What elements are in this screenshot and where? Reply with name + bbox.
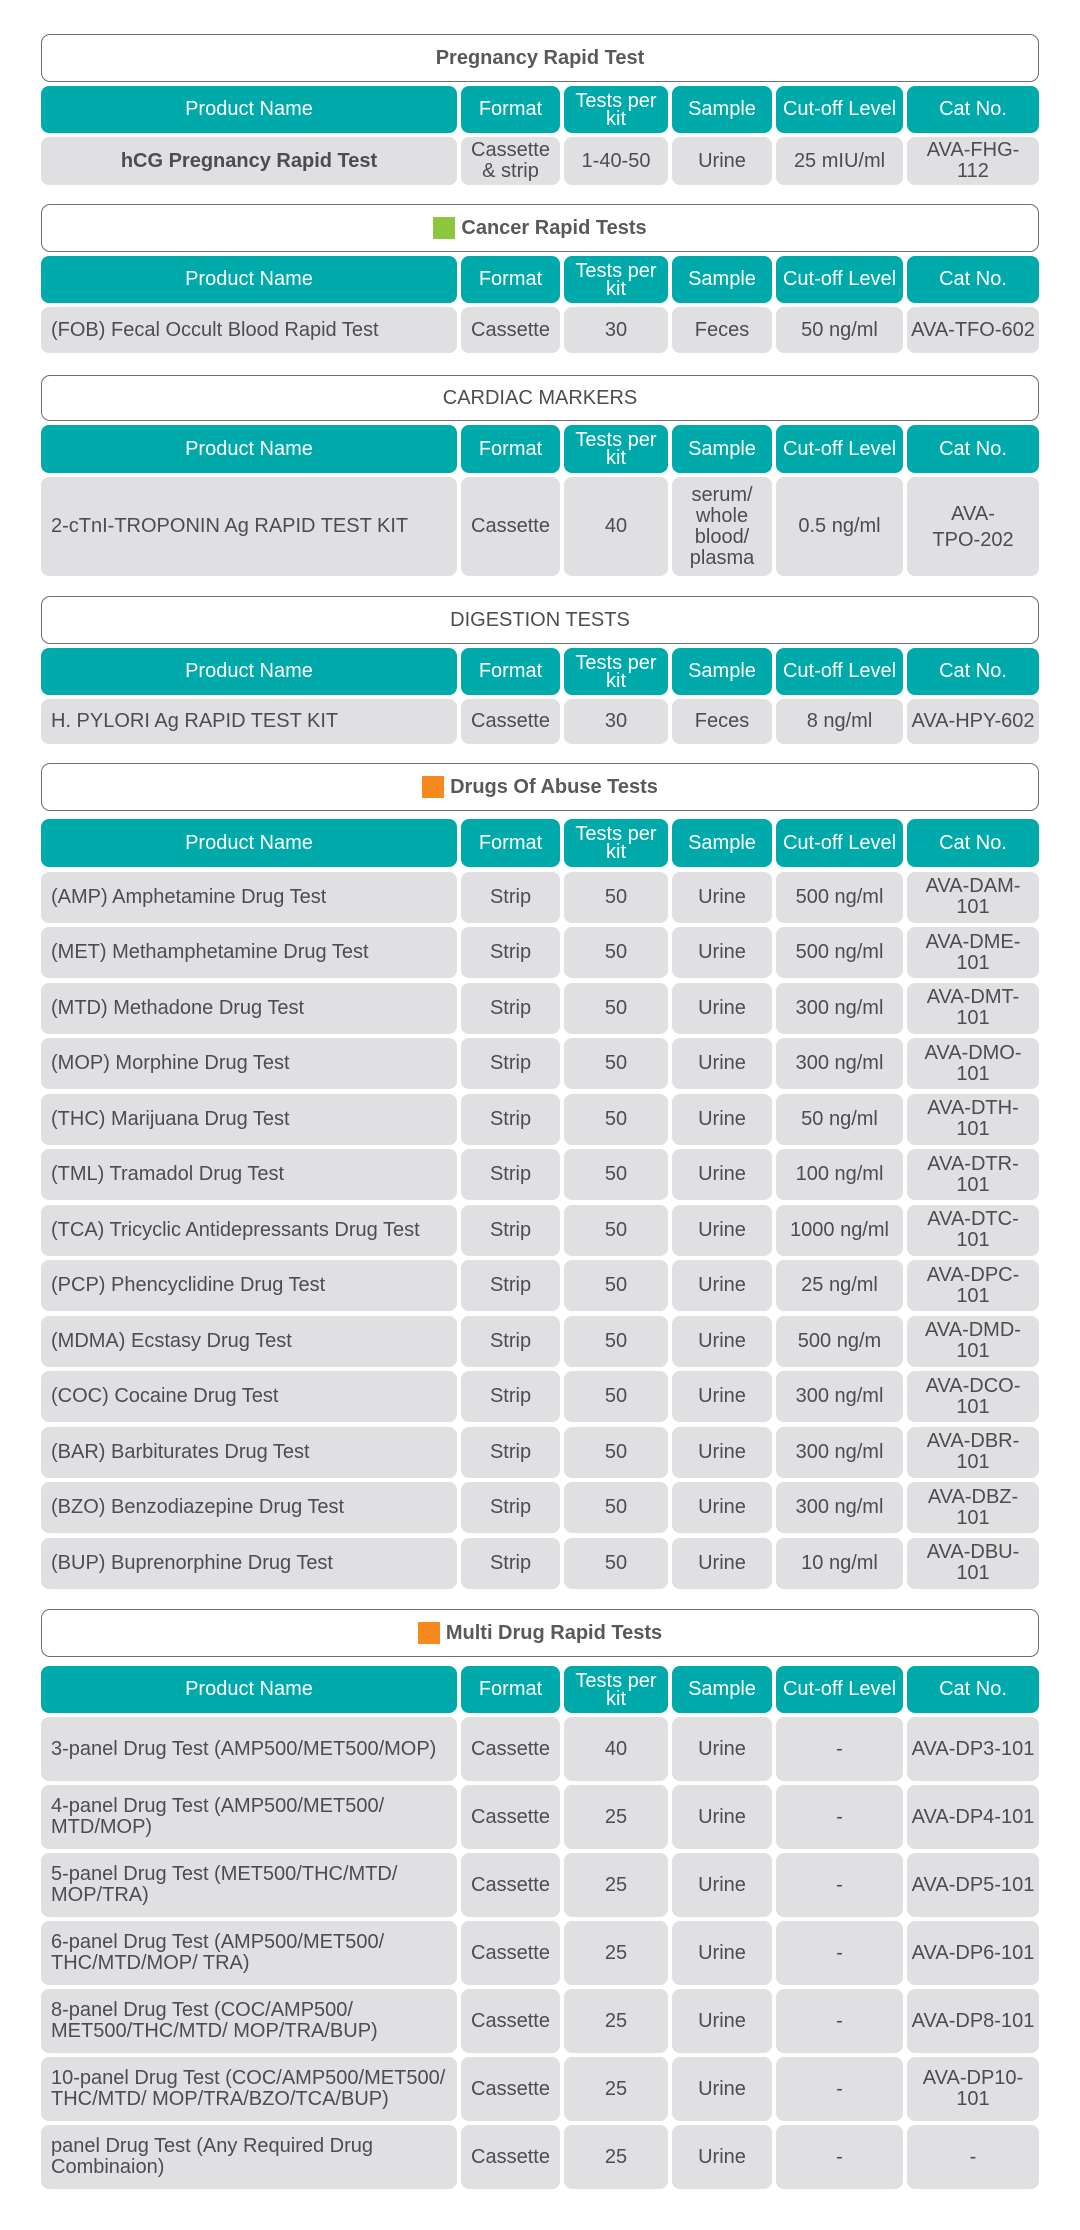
column-header-product-name: Product Name [41,425,457,473]
cat-no: AVA-DP8-101 [907,1989,1039,2053]
sample: Urine [672,983,772,1034]
cutoff-level: 25 mIU/ml [776,137,903,185]
table-header [41,256,1039,303]
table-row [41,1094,1039,1145]
cat-no: AVA-DBZ-101 [907,1482,1039,1533]
column-header-cat-no: Cat No. [907,648,1039,695]
tests-per-kit: 1-40-50 [564,137,668,185]
section-title-text: Drugs Of Abuse Tests [450,775,658,798]
format: Cassette [461,2057,560,2121]
product-name: H. PYLORI Ag RAPID TEST KIT [41,699,457,744]
product-name: (BAR) Barbiturates Drug Test [41,1427,457,1478]
format: Cassette [461,307,560,353]
cutoff-level: 500 ng/ml [776,872,903,923]
format: Strip [461,983,560,1034]
cat-no: AVA-DPC-101 [907,1260,1039,1311]
cutoff-level: 300 ng/ml [776,1038,903,1089]
format: Strip [461,1149,560,1200]
tests-per-kit: 50 [564,872,668,923]
cutoff-level: 100 ng/ml [776,1149,903,1200]
product-name: (AMP) Amphetamine Drug Test [41,872,457,923]
sample: Urine [672,2057,772,2121]
cutoff-level: 300 ng/ml [776,983,903,1034]
table-row [41,1717,1039,1781]
table-row [41,1149,1039,1200]
column-header-product-name: Product Name [41,1666,457,1713]
cutoff-level: - [776,1989,903,2053]
tests-per-kit: 25 [564,1785,668,1849]
table-row [41,1427,1039,1478]
column-header-cutoff-level: Cut-off Level [776,86,903,133]
table-header [41,648,1039,695]
tests-per-kit: 25 [564,1921,668,1985]
product-name: panel Drug Test (Any Required Drug Combinaion) [41,2125,457,2189]
cutoff-level: 10 ng/ml [776,1538,903,1589]
cat-no: AVA-DMT-101 [907,983,1039,1034]
cutoff-level: 0.5 ng/ml [776,477,903,576]
cat-no: AVA-DBU-101 [907,1538,1039,1589]
product-name: (PCP) Phencyclidine Drug Test [41,1260,457,1311]
table-row [41,1038,1039,1089]
tests-per-kit: 40 [564,477,668,576]
cat-no: AVA-DCO-101 [907,1371,1039,1422]
table-body [41,1717,1039,2189]
tests-per-kit: 50 [564,1260,668,1311]
product-name: (TML) Tramadol Drug Test [41,1149,457,1200]
format: Strip [461,1482,560,1533]
section-cancer [41,204,1039,353]
sample: serum/ whole blood/ plasma [672,477,772,576]
tests-per-kit: 50 [564,1205,668,1256]
format: Cassette [461,1853,560,1917]
cat-no: AVA-DTH-101 [907,1094,1039,1145]
column-header-cutoff-level: Cut-off Level [776,819,903,867]
tests-per-kit: 50 [564,927,668,978]
product-name: 3-panel Drug Test (AMP500/MET500/MOP) [41,1717,457,1781]
tests-per-kit: 50 [564,1482,668,1533]
cat-no: AVA-TPO-202 [907,477,1039,576]
column-header-cat-no: Cat No. [907,1666,1039,1713]
column-header-tests-per-kit: Tests per kit [564,648,668,695]
tests-per-kit: 50 [564,1538,668,1589]
format: Strip [461,1316,560,1367]
section-title [41,34,1039,82]
column-header-tests-per-kit: Tests per kit [564,86,668,133]
column-header-format: Format [461,819,560,867]
table-header [41,86,1039,133]
product-name: (MDMA) Ecstasy Drug Test [41,1316,457,1367]
table-row [41,1853,1039,1917]
cutoff-level: - [776,1717,903,1781]
cat-no: AVA-DP5-101 [907,1853,1039,1917]
table-row [41,1538,1039,1589]
table-header [41,819,1039,867]
sample: Feces [672,699,772,744]
column-header-tests-per-kit: Tests per kit [564,256,668,303]
column-header-product-name: Product Name [41,86,457,133]
product-name: 2-cTnI-TROPONIN Ag RAPID TEST KIT [41,477,457,576]
table-row [41,1921,1039,1985]
sample: Urine [672,1482,772,1533]
format: Strip [461,1427,560,1478]
column-header-format: Format [461,256,560,303]
cat-no: AVA-DP6-101 [907,1921,1039,1985]
product-name: (BUP) Buprenorphine Drug Test [41,1538,457,1589]
section-title-text: Pregnancy Rapid Test [435,46,645,69]
section-pregnancy [41,34,1039,185]
section-title [41,596,1039,644]
format: Cassette [461,1989,560,2053]
sample: Urine [672,872,772,923]
column-header-cat-no: Cat No. [907,819,1039,867]
table-row [41,1482,1039,1533]
product-name: 4-panel Drug Test (AMP500/MET500/ MTD/MOP) [41,1785,457,1849]
product-name: 10-panel Drug Test (COC/AMP500/MET500/ THC/MTD/ MOP/TRA/BZO/TCA/BUP) [41,2057,457,2121]
column-header-tests-per-kit: Tests per kit [564,819,668,867]
format: Cassette & strip [461,137,560,185]
cat-no: AVA-DTR-101 [907,1149,1039,1200]
sample: Urine [672,1921,772,1985]
column-header-cutoff-level: Cut-off Level [776,648,903,695]
tests-per-kit: 50 [564,1094,668,1145]
cutoff-level: - [776,2125,903,2189]
column-header-cutoff-level: Cut-off Level [776,1666,903,1713]
section-cardiac-markers [41,375,1039,576]
format: Strip [461,872,560,923]
table-row [41,1316,1039,1367]
cutoff-level: 25 ng/ml [776,1260,903,1311]
section-digestion-tests [41,596,1039,744]
sample: Urine [672,1538,772,1589]
product-name: 8-panel Drug Test (COC/AMP500/ MET500/THC/MTD/ MOP/TRA/BUP) [41,1989,457,2053]
format: Cassette [461,477,560,576]
column-header-cat-no: Cat No. [907,86,1039,133]
table-row [41,699,1039,744]
table-row [41,1785,1039,1849]
column-header-format: Format [461,86,560,133]
format: Cassette [461,1717,560,1781]
sample: Urine [672,1371,772,1422]
cutoff-level: - [776,1853,903,1917]
sample: Urine [672,1094,772,1145]
cat-no: AVA-DP10-101 [907,2057,1039,2121]
sample: Feces [672,307,772,353]
tests-per-kit: 50 [564,983,668,1034]
tests-per-kit: 50 [564,1316,668,1367]
column-header-cat-no: Cat No. [907,425,1039,473]
column-header-sample: Sample [672,648,772,695]
table-row [41,1371,1039,1422]
format: Strip [461,1538,560,1589]
column-header-tests-per-kit: Tests per kit [564,1666,668,1713]
cutoff-level: 300 ng/ml [776,1371,903,1422]
tests-per-kit: 50 [564,1038,668,1089]
tests-per-kit: 25 [564,2057,668,2121]
column-header-cutoff-level: Cut-off Level [776,425,903,473]
sample: Urine [672,2125,772,2189]
format: Cassette [461,1921,560,1985]
tests-per-kit: 50 [564,1427,668,1478]
table-row [41,1989,1039,2053]
sample: Urine [672,1038,772,1089]
format: Strip [461,927,560,978]
cutoff-level: 50 ng/ml [776,1094,903,1145]
product-name: (MET) Methamphetamine Drug Test [41,927,457,978]
tests-per-kit: 50 [564,1149,668,1200]
cat-no: AVA-FHG-112 [907,137,1039,185]
tests-per-kit: 25 [564,2125,668,2189]
cat-no: AVA-DP4-101 [907,1785,1039,1849]
cutoff-level: - [776,1921,903,1985]
table-row [41,137,1039,185]
format: Strip [461,1205,560,1256]
tests-per-kit: 30 [564,699,668,744]
column-header-tests-per-kit: Tests per kit [564,425,668,473]
section-title-text: CARDIAC MARKERS [442,386,638,409]
tests-per-kit: 40 [564,1717,668,1781]
table-body [41,872,1039,1589]
tests-per-kit: 30 [564,307,668,353]
cat-no: AVA-DAM-101 [907,872,1039,923]
sample: Urine [672,137,772,185]
sample: Urine [672,1785,772,1849]
orange-square-icon [418,1622,440,1644]
column-header-sample: Sample [672,256,772,303]
cutoff-level: 500 ng/m [776,1316,903,1367]
sample: Urine [672,1260,772,1311]
column-header-cat-no: Cat No. [907,256,1039,303]
section-multi-drug [41,1609,1039,2189]
column-header-format: Format [461,648,560,695]
column-header-sample: Sample [672,86,772,133]
cat-no: AVA-DBR-101 [907,1427,1039,1478]
cat-no: AVA-DME-101 [907,927,1039,978]
cat-no: - [907,2125,1039,2189]
cutoff-level: 50 ng/ml [776,307,903,353]
cat-no: AVA-DMD-101 [907,1316,1039,1367]
format: Strip [461,1260,560,1311]
cat-no: AVA-DTC-101 [907,1205,1039,1256]
section-title-text: Cancer Rapid Tests [461,216,647,239]
cutoff-level: 300 ng/ml [776,1482,903,1533]
sample: Urine [672,1149,772,1200]
column-header-format: Format [461,425,560,473]
table-header [41,425,1039,473]
cutoff-level: 1000 ng/ml [776,1205,903,1256]
product-name: (TCA) Tricyclic Antidepressants Drug Test [41,1205,457,1256]
cat-no: AVA-DP3-101 [907,1717,1039,1781]
sample: Urine [672,1989,772,2053]
column-header-product-name: Product Name [41,648,457,695]
section-title [41,375,1039,421]
product-name: 6-panel Drug Test (AMP500/MET500/ THC/MTD/MOP/ TRA) [41,1921,457,1985]
product-name: (MOP) Morphine Drug Test [41,1038,457,1089]
product-name: (BZO) Benzodiazepine Drug Test [41,1482,457,1533]
section-title-text: DIGESTION TESTS [450,608,630,631]
table-row [41,927,1039,978]
tests-per-kit: 25 [564,1853,668,1917]
tests-per-kit: 25 [564,1989,668,2053]
product-name: 5-panel Drug Test (MET500/THC/MTD/ MOP/TRA) [41,1853,457,1917]
sample: Urine [672,1316,772,1367]
sample: Urine [672,1853,772,1917]
table-row [41,983,1039,1034]
section-title-text: Multi Drug Rapid Tests [445,1621,663,1644]
column-header-sample: Sample [672,819,772,867]
cat-no: AVA-HPY-602 [907,699,1039,744]
table-row [41,1260,1039,1311]
table-row [41,307,1039,353]
cat-no: AVA-DMO-101 [907,1038,1039,1089]
orange-square-icon [422,776,444,798]
product-name: (FOB) Fecal Occult Blood Rapid Test [41,307,457,353]
product-name: (THC) Marijuana Drug Test [41,1094,457,1145]
product-name: (COC) Cocaine Drug Test [41,1371,457,1422]
column-header-format: Format [461,1666,560,1713]
column-header-sample: Sample [672,1666,772,1713]
format: Strip [461,1371,560,1422]
cutoff-level: 8 ng/ml [776,699,903,744]
table-row [41,872,1039,923]
column-header-product-name: Product Name [41,819,457,867]
section-drugs-of-abuse [41,763,1039,1589]
sample: Urine [672,1717,772,1781]
format: Strip [461,1038,560,1089]
column-header-product-name: Product Name [41,256,457,303]
table-row [41,1205,1039,1256]
tests-per-kit: 50 [564,1371,668,1422]
table-header [41,1666,1039,1713]
table-row [41,477,1039,576]
section-title [41,204,1039,252]
format: Cassette [461,699,560,744]
cutoff-level: - [776,2057,903,2121]
format: Cassette [461,1785,560,1849]
cutoff-level: 500 ng/ml [776,927,903,978]
sample: Urine [672,1205,772,1256]
format: Strip [461,1094,560,1145]
column-header-sample: Sample [672,425,772,473]
cutoff-level: - [776,1785,903,1849]
green-square-icon [433,217,455,239]
product-name: (MTD) Methadone Drug Test [41,983,457,1034]
table-row [41,2125,1039,2189]
format: Cassette [461,2125,560,2189]
product-name: hCG Pregnancy Rapid Test [41,137,457,185]
cat-no: AVA-TFO-602 [907,307,1039,353]
section-title [41,763,1039,811]
sample: Urine [672,1427,772,1478]
cutoff-level: 300 ng/ml [776,1427,903,1478]
sample: Urine [672,927,772,978]
section-title [41,1609,1039,1657]
table-row [41,2057,1039,2121]
column-header-cutoff-level: Cut-off Level [776,256,903,303]
